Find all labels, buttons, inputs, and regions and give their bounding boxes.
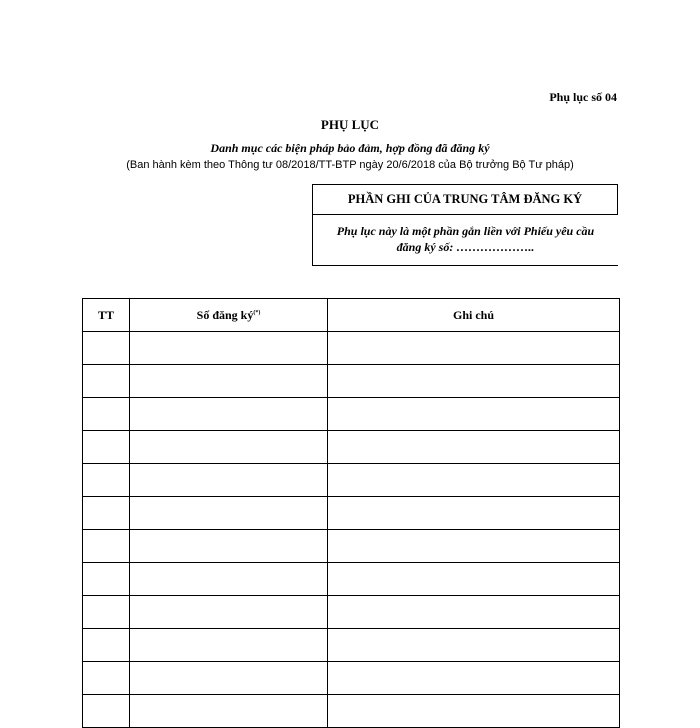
cell-reg-no: [130, 365, 328, 398]
cell-note: [328, 629, 620, 662]
cell-note: [328, 431, 620, 464]
table-row: [83, 530, 620, 563]
column-header-note: Ghi chú: [328, 299, 620, 332]
cell-reg-no: [130, 530, 328, 563]
cell-note: [328, 365, 620, 398]
appendix-number: Phụ lục số 04: [549, 90, 617, 104]
table-row: [83, 695, 620, 728]
cell-note: [328, 695, 620, 728]
cell-note: [328, 563, 620, 596]
cell-tt: [83, 464, 130, 497]
registration-box-line1: Phụ lục này là một phần gắn liền với Phiếu yêu cầu: [336, 224, 595, 238]
cell-tt: [83, 695, 130, 728]
cell-tt: [83, 497, 130, 530]
registration-box-heading: PHẦN GHI CỦA TRUNG TÂM ĐĂNG KÝ: [312, 184, 618, 215]
cell-reg-no: [130, 695, 328, 728]
cell-tt: [83, 563, 130, 596]
table-row: [83, 662, 620, 695]
table-body: [83, 332, 620, 728]
cell-note: [328, 497, 620, 530]
cell-tt: [83, 431, 130, 464]
cell-note: [328, 596, 620, 629]
cell-tt: [83, 629, 130, 662]
table-row: [83, 629, 620, 662]
cell-reg-no: [130, 596, 328, 629]
registration-office-box: [312, 184, 618, 266]
cell-note: [328, 398, 620, 431]
cell-tt: [83, 530, 130, 563]
table-row: [83, 464, 620, 497]
cell-reg-no: [130, 629, 328, 662]
cell-note: [328, 332, 620, 365]
table-row: [83, 497, 620, 530]
cell-tt: [83, 365, 130, 398]
cell-reg-no: [130, 464, 328, 497]
table-row: [83, 563, 620, 596]
appendix-table: [82, 298, 620, 728]
page-subtitle: Danh mục các biện pháp bảo đảm, hợp đồng đã đăng ký: [210, 141, 490, 155]
table-row: [83, 332, 620, 365]
cell-reg-no: [130, 332, 328, 365]
cell-tt: [83, 662, 130, 695]
cell-reg-no: [130, 398, 328, 431]
issuance-note: (Ban hành kèm theo Thông tư 08/2018/TT-BTP ngày 20/6/2018 của Bộ trưởng Bộ Tư pháp): [126, 159, 574, 171]
table-row: [83, 398, 620, 431]
cell-reg-no: [130, 662, 328, 695]
column-header-tt: TT: [83, 299, 130, 332]
table-row: [83, 365, 620, 398]
table-header-row: [83, 299, 620, 332]
cell-tt: [83, 332, 130, 365]
table-row: [83, 431, 620, 464]
registration-box-line2: đăng ký số: ………………..: [396, 240, 535, 254]
cell-reg-no: [130, 563, 328, 596]
cell-note: [328, 662, 620, 695]
column-header-reg-no-footnote: (*): [253, 309, 261, 316]
cell-note: [328, 464, 620, 497]
page-title: PHỤ LỤC: [320, 117, 380, 132]
cell-tt: [83, 596, 130, 629]
column-header-reg-no: [130, 299, 328, 332]
cell-tt: [83, 398, 130, 431]
table-row: [83, 596, 620, 629]
registration-box-body: [312, 215, 618, 266]
cell-note: [328, 530, 620, 563]
column-header-reg-no-label: Số đăng ký: [196, 307, 254, 322]
cell-reg-no: [130, 497, 328, 530]
cell-reg-no: [130, 431, 328, 464]
